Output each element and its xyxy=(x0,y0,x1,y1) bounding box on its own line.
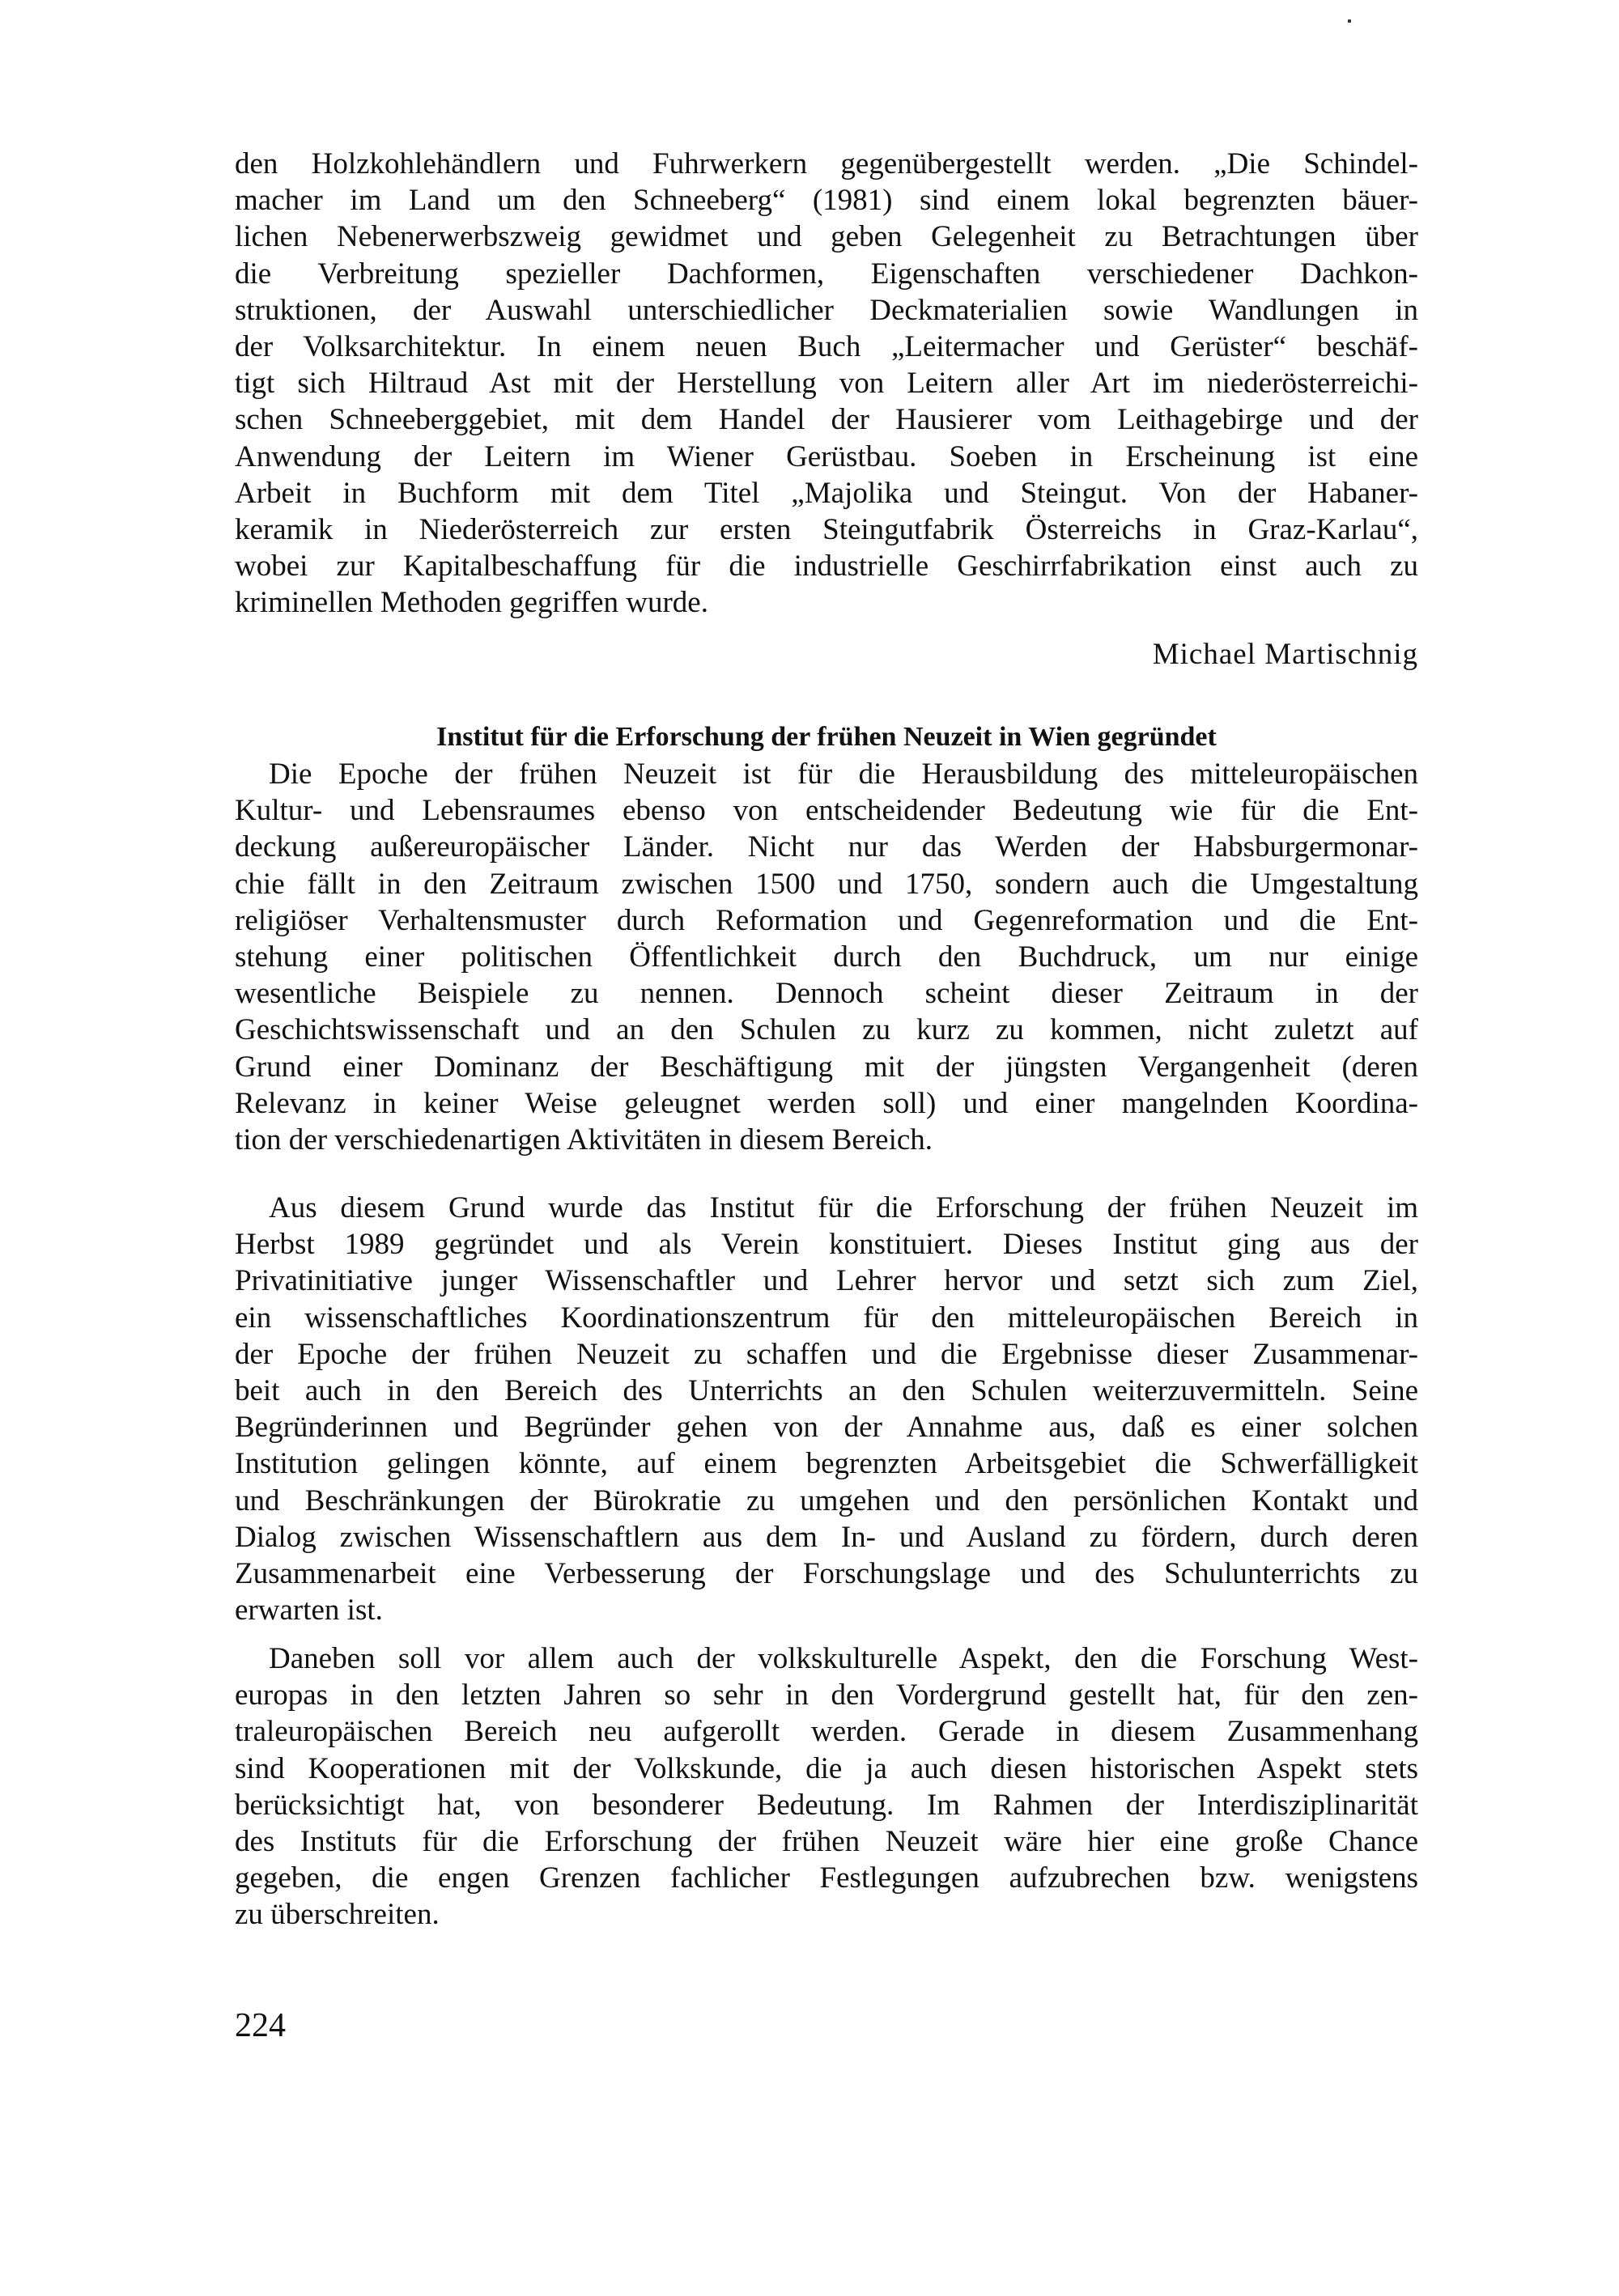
text-line: der Epoche der frühen Neuzeit zu schaffen und die Ergebnisse dieser Zusammenar- xyxy=(235,1337,1418,1371)
paragraph-3 xyxy=(235,1640,1418,1933)
text-line: keramik in Niederösterreich zur ersten Steingutfabrik Österreichs in Graz-Karlau“, xyxy=(235,512,1418,546)
paragraph-1 xyxy=(235,756,1418,1158)
text-line: Zusammenarbeit eine Verbesserung der Forschungslage und des Schulunterrichts zu xyxy=(235,1556,1418,1590)
text-line: und Beschränkungen der Bürokratie zu umgehen und den persönlichen Kontakt und xyxy=(235,1483,1418,1517)
text-line: Dialog zwischen Wissenschaftlern aus dem In- und Ausland zu fördern, durch deren xyxy=(235,1520,1418,1554)
text-line: ein wissenschaftliches Koordinationszentrum für den mitteleuropäischen Bereich in xyxy=(235,1301,1418,1335)
text-line: Privatinitiative junger Wissenschaftler und Lehrer hervor und setzt sich zum Ziel, xyxy=(235,1264,1418,1298)
text-line: wesentliche Beispiele zu nennen. Dennoch scheint dieser Zeitraum in der xyxy=(235,977,1418,1011)
text-line: deckung außereuropäischer Länder. Nicht nur das Werden der Habsburgermonar- xyxy=(235,830,1418,864)
text-line: Geschichtswissenschaft und an den Schulen zu kurz zu kommen, nicht zuletzt auf xyxy=(235,1013,1418,1047)
paragraph-2 xyxy=(235,1190,1418,1628)
section-heading: Institut für die Erforschung der frühen Neuzeit in Wien gegründet xyxy=(436,722,1217,752)
text-line: Institution gelingen könnte, auf einem begrenzten Arbeitsgebiet die Schwerfälligkeit xyxy=(235,1447,1418,1481)
text-line: sind Kooperationen mit der Volkskunde, die ja auch diesen historischen Aspekt stets xyxy=(235,1751,1418,1785)
text-line: den Holzkohlehändlern und Fuhrwerkern gegenübergestellt werden. „Die Schindel- xyxy=(235,147,1418,180)
text-line: tion der verschiedenartigen Aktivitäten in diesem Bereich. xyxy=(235,1123,933,1156)
text-line: zu überschreiten. xyxy=(235,1898,440,1932)
text-line: gegeben, die engen Grenzen fachlicher Festlegungen aufzubrechen bzw. wenigstens xyxy=(235,1861,1418,1895)
text-line: schen Schneeberggebiet, mit dem Handel der Hausierer vom Leithagebirge und der xyxy=(235,403,1418,437)
text-line: Anwendung der Leitern im Wiener Gerüstbau. Soeben in Erscheinung ist eine xyxy=(235,439,1418,473)
text-line: religiöser Verhaltensmuster durch Reformation und Gegenreformation und die Ent- xyxy=(235,903,1418,937)
text-line: stehung einer politischen Öffentlichkeit durch den Buchdruck, um nur einige xyxy=(235,940,1418,974)
scan-artifact xyxy=(1348,19,1351,23)
section-1-body xyxy=(235,146,1418,621)
text-line: tigt sich Hiltraud Ast mit der Herstellung von Leitern aller Art im niederösterreichi- xyxy=(235,367,1418,401)
text-line: berücksichtigt hat, von besonderer Bedeutung. Im Rahmen der Interdisziplinarität xyxy=(235,1788,1418,1822)
text-line: der Volksarchitektur. In einem neuen Buch „Leitermacher und Gerüster“ beschäf- xyxy=(235,329,1418,363)
text-line: macher im Land um den Schneeberg“ (1981) sind einem lokal begrenzten bäuer- xyxy=(235,184,1418,218)
text-line: Daneben soll vor allem auch der volkskulturelle Aspekt, den die Forschung West- xyxy=(269,1642,1418,1675)
text-line: Herbst 1989 gegründet und als Verein konstituiert. Dieses Institut ging aus der xyxy=(235,1228,1418,1262)
text-line: chie fällt in den Zeitraum zwischen 1500 und 1750, sondern auch die Umgestaltung xyxy=(235,867,1418,901)
text-line: Arbeit in Buchform mit dem Titel „Majolika und Steingut. Von der Habaner- xyxy=(235,476,1418,510)
text-line: lichen Nebenerwerbszweig gewidmet und geben Gelegenheit zu Betrachtungen über xyxy=(235,220,1418,254)
text-line: des Instituts für die Erforschung der frühen Neuzeit wäre hier eine große Chance xyxy=(235,1824,1418,1858)
text-line: erwarten ist. xyxy=(235,1594,383,1628)
text-line: wobei zur Kapitalbeschaffung für die industrielle Geschirrfabrikation einst auch zu xyxy=(235,550,1418,584)
text-line: Relevanz in keiner Weise geleugnet werden soll) und einer mangelnden Koordina- xyxy=(235,1086,1418,1120)
text-line: beit auch in den Bereich des Unterrichts an den Schulen weiterzuvermitteln. Seine xyxy=(235,1373,1418,1407)
text-line: Kultur- und Lebensraumes ebenso von entscheidender Bedeutung wie für die Ent- xyxy=(235,794,1418,828)
text-line: die Verbreitung spezieller Dachformen, Eigenschaften verschiedener Dachkon- xyxy=(235,257,1418,291)
author-signature: Michael Martischnig xyxy=(1152,638,1418,671)
page-number: 224 xyxy=(235,2007,286,2044)
text-line: kriminellen Methoden gegriffen wurde. xyxy=(235,586,708,620)
text-line: Grund einer Dominanz der Beschäftigung mit der jüngsten Vergangenheit (deren xyxy=(235,1050,1418,1084)
text-line: europas in den letzten Jahren so sehr in den Vordergrund gestellt hat, für den zen- xyxy=(235,1678,1418,1712)
text-line: Aus diesem Grund wurde das Institut für die Erforschung der frühen Neuzeit im xyxy=(269,1191,1418,1224)
text-line: Begründerinnen und Begründer gehen von der Annahme aus, daß es einer solchen xyxy=(235,1411,1418,1445)
text-line: traleuropäischen Bereich neu aufgerollt werden. Gerade in diesem Zusammenhang xyxy=(235,1715,1418,1749)
text-line: Die Epoche der frühen Neuzeit ist für die Herausbildung des mitteleuropäischen xyxy=(269,758,1418,791)
text-line: struktionen, der Auswahl unterschiedlicher Deckmaterialien sowie Wandlungen in xyxy=(235,293,1418,327)
